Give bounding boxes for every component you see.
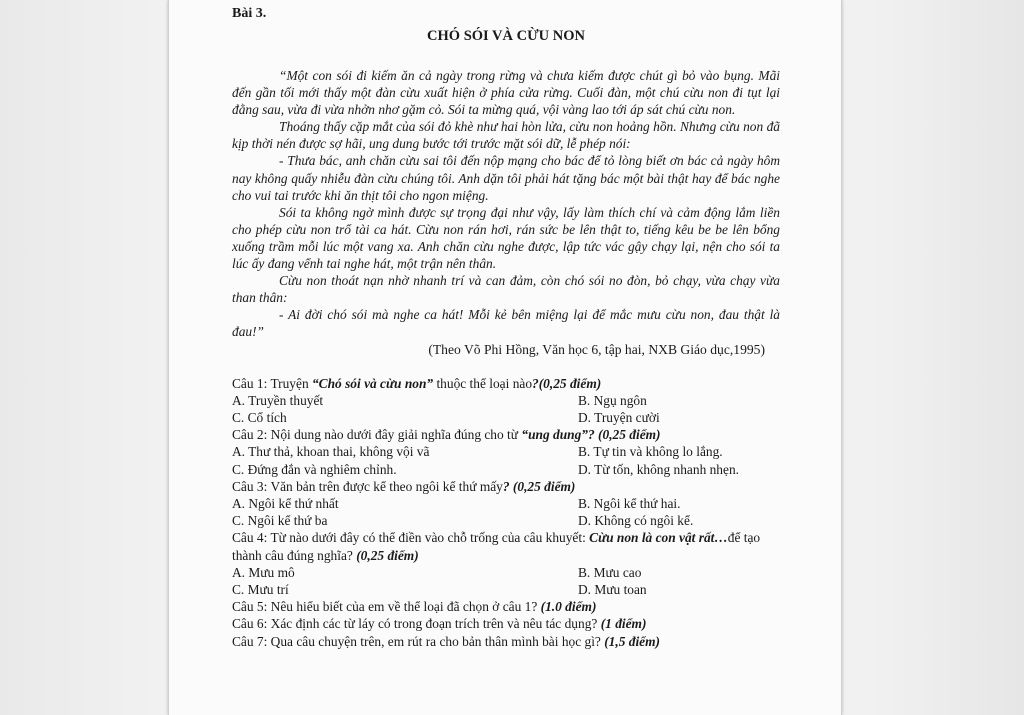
question-points: (0,25 điểm)	[356, 547, 419, 563]
question-5	[232, 598, 780, 615]
answer-option: B. Mưu cao	[578, 564, 642, 580]
answer-option: A. Ngôi kể thứ nhất	[232, 495, 339, 511]
question-emphasis: “Chó sói và cừu non”	[311, 375, 434, 391]
story-paragraph: Sói ta không ngờ mình được sự trọng đại như vậy, lấy làm thích chí và cảm động lắm liền cho phép cừu non trổ tài ca hát. Cừu non rán hơi, rán sức be lên thật to, tiếng kêu be be lên bổng xuống trầm mỗi lúc một vang xa. Anh chăn cừu nghe được, lập tức vác gậy chạy lại, nện cho sói ta lúc ấy đang vểnh tai nghe hát, một trận nên thân.	[232, 204, 780, 272]
answer-option: D. Truyện cười	[578, 409, 660, 425]
question-points: (1,5 điểm)	[604, 633, 660, 649]
answer-option: C. Mưu trí	[232, 581, 289, 597]
answer-option: B. Ngôi kể thứ hai.	[578, 495, 681, 511]
question-1	[232, 375, 780, 392]
answer-option: D. Mưu toan	[578, 581, 647, 597]
story-paragraph: Cừu non thoát nạn nhờ nhanh trí và can đảm, còn chó sói no đòn, bỏ chạy, vừa chạy vừa than thân:	[232, 273, 780, 306]
answer-option: A. Mưu mô	[232, 564, 295, 580]
story-title: CHÓ SÓI VÀ CỪU NON	[427, 28, 585, 44]
question-text: Câu 3: Văn bản trên được kể theo ngôi kể thứ mấy	[232, 478, 503, 494]
question-text: Câu 6: Xác định các từ láy có trong đoạn trích trên và nêu tác dụng?	[232, 616, 601, 632]
question-2-options	[232, 443, 780, 477]
question-points: ?(0,25 điểm)	[532, 375, 602, 391]
story-paragraph: - Thưa bác, anh chăn cừu sai tôi đến nộp mạng cho bác để tỏ lòng biết ơn bác cả ngày hôm nay không quấy nhiễu đàn cừu chúng tôi. Anh dặn tôi phải hát tặng bác một bài thật hay để bác nghe cho vui tai trước khi ăn thịt tôi cho ngon miệng.	[232, 153, 780, 203]
story-paragraph: - Ai đời chó sói mà nghe ca hát! Mỗi kẻ bên miệng lại để mắc mưu cừu non, đau thật là đau!”	[232, 307, 780, 340]
question-2	[232, 426, 780, 443]
question-text: thuộc thể loại nào	[433, 375, 533, 391]
question-7	[232, 633, 780, 650]
question-emphasis: Cừu non là con vật rất…	[589, 530, 728, 546]
question-1-options	[232, 392, 780, 426]
question-text: Câu 5: Nêu hiểu biết của em về thể loại đã chọn ở câu 1?	[232, 599, 541, 615]
answer-option: B. Ngụ ngôn	[578, 392, 647, 408]
question-text: Câu 2: Nội dung nào dưới đây giải nghĩa đúng cho từ	[232, 427, 522, 443]
question-6	[232, 615, 780, 632]
document-content	[232, 6, 780, 650]
story-paragraph: Thoáng thấy cặp mắt của sói đỏ khè như hai hòn lửa, cừu non hoảng hồn. Nhưng cừu non đã kịp thời nén được sợ hãi, ung dung bước tới trước mặt sói dữ, lễ phép nói:	[232, 119, 780, 152]
answer-option: D. Không có ngôi kể.	[578, 513, 694, 529]
answer-option: D. Từ tốn, không nhanh nhẹn.	[578, 461, 739, 477]
answer-option: A. Truyền thuyết	[232, 392, 324, 408]
question-3	[232, 478, 780, 495]
question-emphasis: “ung dung”	[521, 427, 588, 443]
question-text: Câu 1: Truyện	[232, 375, 312, 391]
question-points: ? (0,25 điểm)	[502, 478, 576, 494]
answer-option: B. Tự tin và không lo lắng.	[578, 444, 723, 460]
answer-option: C. Ngôi kể thứ ba	[232, 513, 328, 529]
document-page	[168, 0, 842, 715]
story-text	[232, 67, 780, 341]
question-points: (1 điểm)	[600, 616, 647, 632]
question-points: (1.0 điểm)	[540, 599, 597, 615]
question-points: ? (0,25 điểm)	[588, 427, 661, 443]
citation: (Theo Võ Phi Hồng, Văn học 6, tập hai, NXB Giáo dục,1995)	[428, 341, 765, 357]
answer-option: C. Đứng đắn và nghiêm chỉnh.	[232, 461, 397, 477]
question-3-options	[232, 495, 780, 529]
question-4	[232, 529, 780, 563]
question-text: Câu 7: Qua câu chuyện trên, em rút ra cho bản thân mình bài học gì?	[232, 633, 605, 649]
answer-option: A. Thư thả, khoan thai, không vội vã	[232, 444, 430, 460]
question-4-options	[232, 564, 780, 598]
question-text: Câu 4: Từ nào dưới đây có thể điền vào chỗ trống của câu khuyết:	[232, 530, 590, 546]
answer-option: C. Cổ tích	[232, 409, 287, 425]
lesson-label: Bài 3.	[232, 6, 267, 21]
question-text: để tạo thành câu đúng nghĩa?	[232, 530, 761, 563]
story-paragraph: “Một con sói đi kiếm ăn cả ngày trong rừng và chưa kiếm được chút gì bỏ vào bụng. Mãi đến gần tối mới thấy một đàn cừu xuất hiện ở phía cửa rừng. Cuối đàn, một chú cừu non đi tụt lại đằng sau, vừa đi vừa nhởn nhơ gặm cỏ. Sói ta mừng quá, vội vàng lao tới áp sát chú cừu non.	[232, 68, 780, 118]
